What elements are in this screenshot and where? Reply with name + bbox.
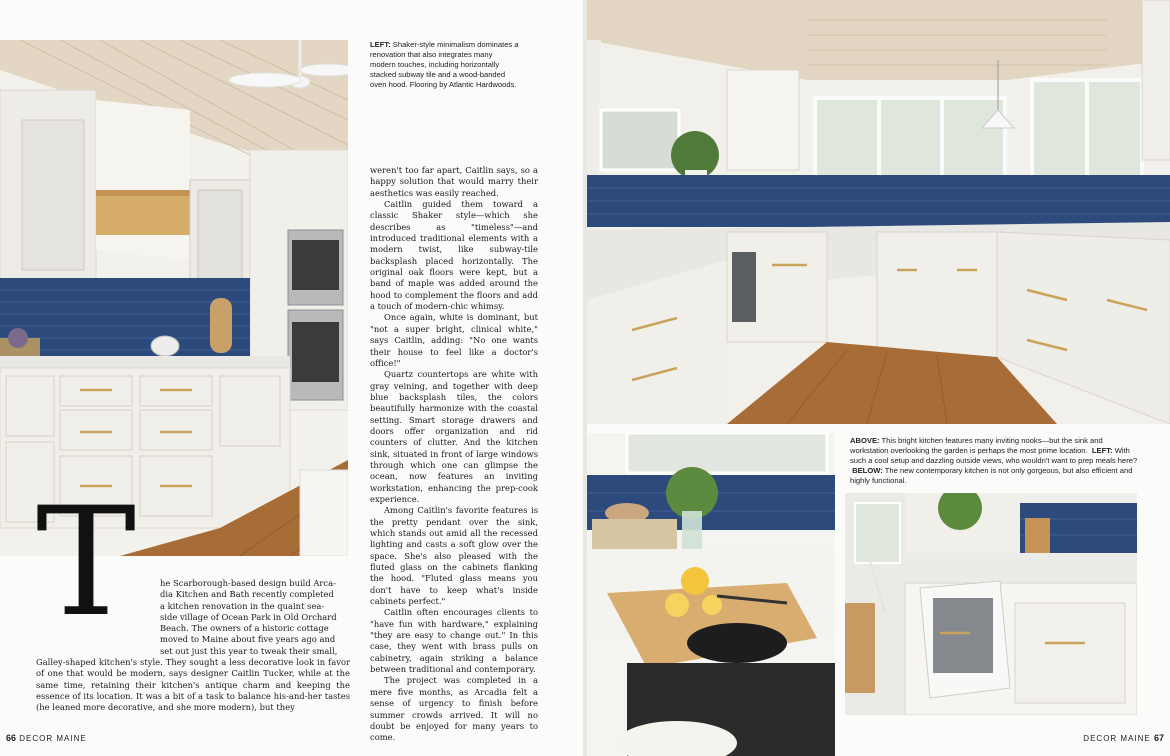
caption-left-text: Shaker-style minimalism dominates a renovation that also integrates many modern touches, including horizontally stacked subway tile and a wood-banded oven hood. Flooring by Atlantic Hardwoods. bbox=[370, 40, 519, 89]
caption-left2-label: LEFT: bbox=[1091, 446, 1113, 455]
lead-lines bbox=[160, 578, 350, 657]
dishwasher-drawer-photo bbox=[845, 493, 1137, 715]
paragraph-5: Among Caitlin's favorite features is the pretty pendant over the sink, which stands out amid all the recessed lighting and casts a soft glow over the space. She's also pleased with the fluted glass on the cabinets flanking the hood. "Fluted glass means you don't have to keep what's inside cabinets perfect." bbox=[370, 505, 538, 607]
lead-line: moved to Maine about five years ago and bbox=[160, 634, 336, 645]
left-page bbox=[0, 0, 583, 756]
lead-line: dia Kitchen and Bath recently completed bbox=[160, 589, 334, 600]
right-page bbox=[587, 0, 1170, 756]
paragraph-1: weren't too far apart, Caitlin says, so a happy solution that would marry their aesthetics was easily reached. bbox=[370, 165, 538, 198]
page-number-left: 66 bbox=[6, 733, 17, 743]
paragraph-6: Caitlin often encourages clients to "have fun with hardware," explaining "they are easy to change out." In this case, they went with brass pulls on cabinetry, again striking a balance between traditional and contemporary. bbox=[370, 607, 538, 675]
caption-left bbox=[370, 40, 520, 90]
cutting-board-photo bbox=[587, 433, 835, 756]
lead-line: he Scarborough-based design build Arca- bbox=[160, 578, 336, 588]
caption-below-text: The new contemporary kitchen is not only gorgeous, but also efficient and highly functional. bbox=[850, 466, 1133, 485]
page-number-right: 67 bbox=[1153, 733, 1164, 743]
lead-line: Beach. The owners of a historic cottage bbox=[160, 623, 329, 634]
caption-left-label: LEFT: bbox=[370, 40, 391, 49]
paragraph-7: The project was completed in a mere five months, as Arcadia felt a sense of urgency to finish before summer crowds arrived. It will no doubt be enjoyed for many years to come. bbox=[370, 675, 538, 743]
magazine-name-left: DECOR MAINE bbox=[19, 734, 87, 743]
kitchen-overview-photo bbox=[587, 0, 1170, 424]
lead-line: a kitchen renovation in the quaint sea- bbox=[160, 600, 325, 611]
folio-left bbox=[6, 733, 87, 743]
caption-above-text: This bright kitchen features many inviting nooks—but the sink and workstation overlooking the garden is perhaps the most prime location. bbox=[850, 436, 1103, 455]
paragraph-4: Quartz countertops are white with gray veining, and together with deep blue backsplash tiles, the colors beautifully harmonize with the coastal setting. Smart storage drawers and doors offer organization and rid counters of clutter. And the kitchen sink, situated in front of large windows through which one can glimpse the ocean, now features an inviting workstation, enhancing the prep-cook experience. bbox=[370, 369, 538, 504]
lead-line: side village of Ocean Park in Old Orchard bbox=[160, 611, 337, 622]
lead-continuation: Galley-shaped kitchen's style. They sought a less decorative look in favor of one that would be modern, says designer Caitlin Tucker, while at the same time, retaining their kitchen's antique charm and keeping the essence of its location. It was a bit of a task to balance his-and-her tastes (he leaned more decorative, and she more modern), but they bbox=[36, 657, 350, 713]
caption-left2-text: With such a cool setup and dazzling outside views, who wouldn't want to prep meals here? bbox=[850, 446, 1138, 465]
article-column-right bbox=[370, 165, 538, 744]
caption-above-label: ABOVE: bbox=[850, 436, 880, 445]
paragraph-2: Caitlin guided them toward a classic Shaker style—which she describes as "timeless"—and introduced traditional elements with a modern twist, like subway-tile backsplash placed horizontally. The original oak floors were kept, but a band of maple was added around the hood to complement the floors and add a touch of modern-chic whimsy. bbox=[370, 199, 538, 312]
lead-line: set out just this year to tweak their small, bbox=[160, 645, 338, 656]
caption-below-label: BELOW: bbox=[852, 466, 883, 475]
caption-right bbox=[850, 436, 1142, 486]
folio-right bbox=[1083, 733, 1164, 743]
magazine-name-right: DECOR MAINE bbox=[1083, 734, 1151, 743]
paragraph-3: Once again, white is dominant, but "not a super bright, clinical white," says Caitlin, adding: "No one wants their house to feel like a doctor's office!" bbox=[370, 312, 538, 368]
drop-cap: T bbox=[36, 476, 137, 650]
